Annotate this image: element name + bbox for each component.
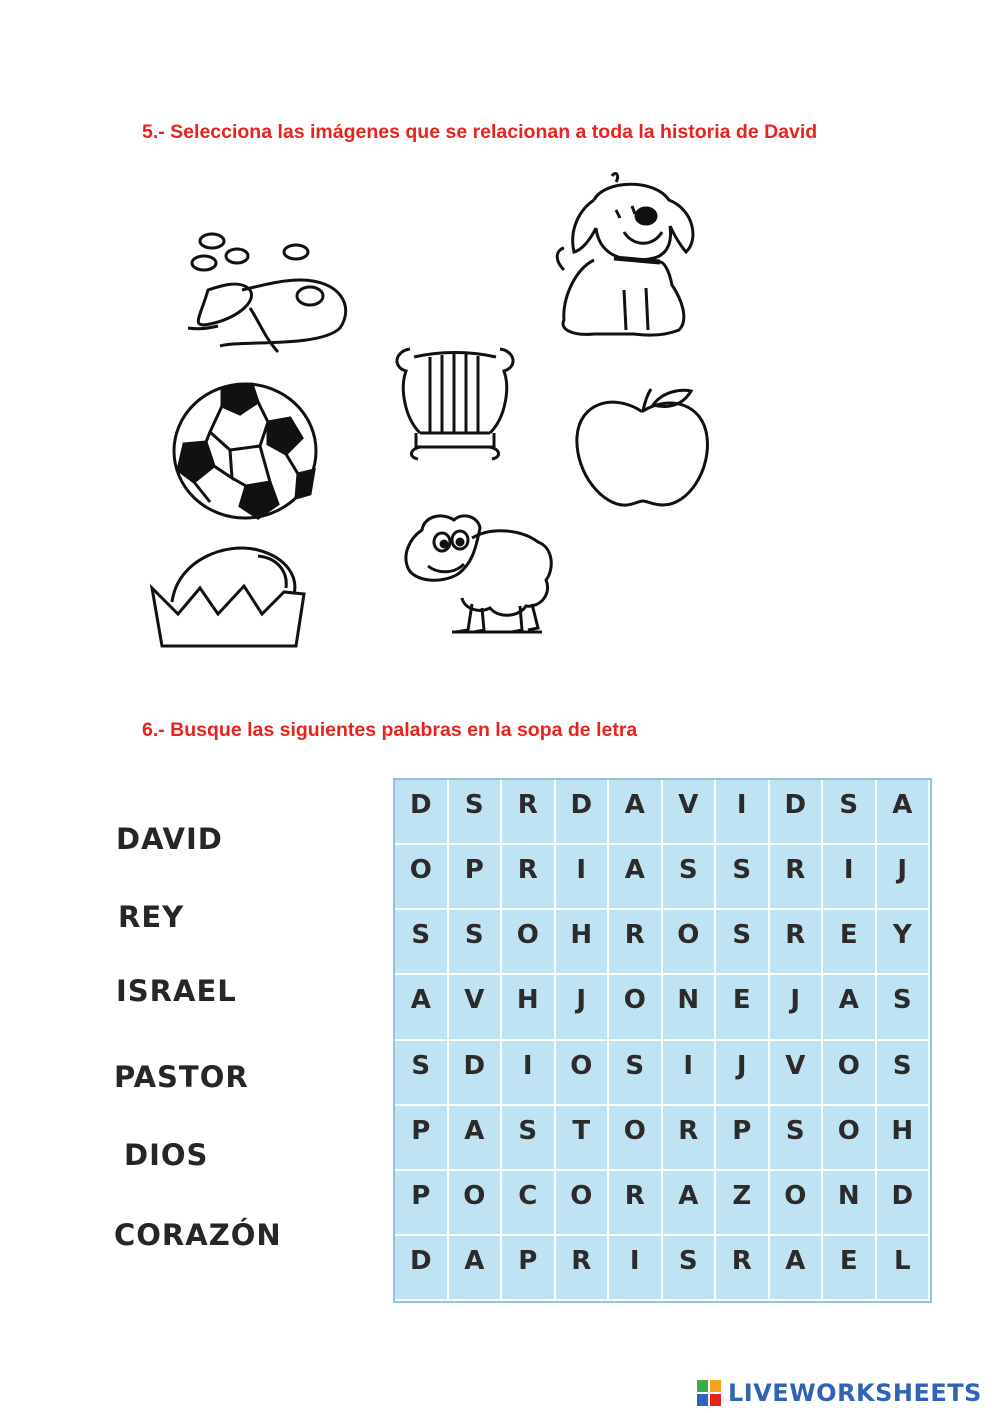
grid-cell[interactable]: R	[502, 780, 556, 845]
grid-cell[interactable]: R	[556, 1236, 610, 1301]
sheep-icon[interactable]	[402, 508, 554, 640]
grid-cell[interactable]: S	[877, 1041, 931, 1106]
logo-icon	[696, 1378, 724, 1408]
grid-cell[interactable]: D	[877, 1171, 931, 1236]
grid-cell[interactable]: R	[502, 845, 556, 910]
grid-cell[interactable]: S	[609, 1041, 663, 1106]
grid-cell[interactable]: T	[556, 1106, 610, 1171]
grid-cell[interactable]: I	[609, 1236, 663, 1301]
grid-cell[interactable]: S	[663, 845, 717, 910]
grid-cell[interactable]: P	[395, 1106, 449, 1171]
grid-cell[interactable]: N	[823, 1171, 877, 1236]
word-dios: DIOS	[124, 1138, 209, 1172]
grid-cell[interactable]: H	[877, 1106, 931, 1171]
crown-icon[interactable]	[148, 538, 308, 652]
sling-icon[interactable]	[180, 228, 360, 356]
grid-cell[interactable]: R	[770, 910, 824, 975]
grid-cell[interactable]: I	[556, 845, 610, 910]
grid-cell[interactable]: S	[502, 1106, 556, 1171]
grid-cell[interactable]: R	[609, 910, 663, 975]
grid-cell[interactable]: P	[449, 845, 503, 910]
grid-cell[interactable]: H	[556, 910, 610, 975]
grid-cell[interactable]: O	[609, 975, 663, 1040]
grid-cell[interactable]: Z	[716, 1171, 770, 1236]
grid-cell[interactable]: P	[716, 1106, 770, 1171]
grid-cell[interactable]: V	[449, 975, 503, 1040]
lyre-icon[interactable]	[390, 337, 520, 461]
grid-cell[interactable]: L	[877, 1236, 931, 1301]
word-israel: ISRAEL	[116, 974, 237, 1008]
grid-cell[interactable]: O	[609, 1106, 663, 1171]
grid-cell[interactable]: S	[877, 975, 931, 1040]
grid-cell[interactable]: D	[395, 1236, 449, 1301]
grid-cell[interactable]: S	[395, 910, 449, 975]
grid-cell[interactable]: P	[502, 1236, 556, 1301]
grid-cell[interactable]: I	[663, 1041, 717, 1106]
soccer-ball-icon[interactable]	[170, 380, 320, 522]
liveworksheets-logo	[696, 1376, 982, 1410]
grid-cell[interactable]: C	[502, 1171, 556, 1236]
grid-cell[interactable]: O	[556, 1171, 610, 1236]
word-pastor: PASTOR	[114, 1060, 249, 1094]
grid-cell[interactable]: A	[449, 1106, 503, 1171]
grid-cell[interactable]: D	[449, 1041, 503, 1106]
word-corazon: CORAZÓN	[114, 1218, 282, 1252]
grid-cell[interactable]: V	[770, 1041, 824, 1106]
grid-cell[interactable]: O	[395, 845, 449, 910]
grid-cell[interactable]: O	[502, 910, 556, 975]
puppy-icon[interactable]	[554, 170, 700, 342]
grid-cell[interactable]: A	[823, 975, 877, 1040]
grid-cell[interactable]: J	[877, 845, 931, 910]
grid-cell[interactable]: R	[663, 1106, 717, 1171]
grid-cell[interactable]: A	[770, 1236, 824, 1301]
grid-cell[interactable]: R	[716, 1236, 770, 1301]
grid-cell[interactable]: A	[395, 975, 449, 1040]
grid-cell[interactable]: H	[502, 975, 556, 1040]
grid-cell[interactable]: S	[716, 910, 770, 975]
grid-cell[interactable]: A	[609, 845, 663, 910]
grid-cell[interactable]: O	[770, 1171, 824, 1236]
question-5-heading: 5.- Selecciona las imágenes que se relacionan a toda la historia de David	[142, 121, 818, 143]
grid-cell[interactable]: S	[449, 910, 503, 975]
grid-cell[interactable]: R	[609, 1171, 663, 1236]
word-search-grid	[393, 778, 932, 1303]
grid-cell[interactable]: V	[663, 780, 717, 845]
grid-cell[interactable]: D	[395, 780, 449, 845]
grid-cell[interactable]: O	[663, 910, 717, 975]
apple-icon[interactable]	[573, 385, 713, 509]
grid-cell[interactable]: S	[663, 1236, 717, 1301]
grid-cell[interactable]: O	[823, 1106, 877, 1171]
grid-cell[interactable]: I	[716, 780, 770, 845]
grid-cell[interactable]: A	[663, 1171, 717, 1236]
grid-cell[interactable]: O	[556, 1041, 610, 1106]
grid-cell[interactable]: O	[449, 1171, 503, 1236]
grid-cell[interactable]: D	[556, 780, 610, 845]
grid-cell[interactable]: J	[770, 975, 824, 1040]
grid-cell[interactable]: Y	[877, 910, 931, 975]
grid-cell[interactable]: J	[556, 975, 610, 1040]
grid-cell[interactable]: E	[823, 1236, 877, 1301]
grid-cell[interactable]: S	[395, 1041, 449, 1106]
grid-cell[interactable]: S	[823, 780, 877, 845]
grid-cell[interactable]: R	[770, 845, 824, 910]
grid-cell[interactable]: A	[877, 780, 931, 845]
grid-cell[interactable]: A	[609, 780, 663, 845]
grid-cell[interactable]: N	[663, 975, 717, 1040]
grid-cell[interactable]: A	[449, 1236, 503, 1301]
question-6-heading: 6.- Busque las siguientes palabras en la sopa de letra	[142, 719, 638, 741]
grid-cell[interactable]: E	[823, 910, 877, 975]
grid-cell[interactable]: D	[770, 780, 824, 845]
grid-cell[interactable]: S	[449, 780, 503, 845]
grid-cell[interactable]: I	[502, 1041, 556, 1106]
word-rey: REY	[118, 900, 185, 934]
grid-cell[interactable]: S	[770, 1106, 824, 1171]
grid-cell[interactable]: O	[823, 1041, 877, 1106]
grid-cell[interactable]: E	[716, 975, 770, 1040]
word-david: DAVID	[116, 822, 223, 856]
grid-cell[interactable]: S	[716, 845, 770, 910]
grid-cell[interactable]: P	[395, 1171, 449, 1236]
grid-cell[interactable]: J	[716, 1041, 770, 1106]
grid-cell[interactable]: I	[823, 845, 877, 910]
logo-text: LIVEWORKSHEETS	[728, 1379, 982, 1407]
